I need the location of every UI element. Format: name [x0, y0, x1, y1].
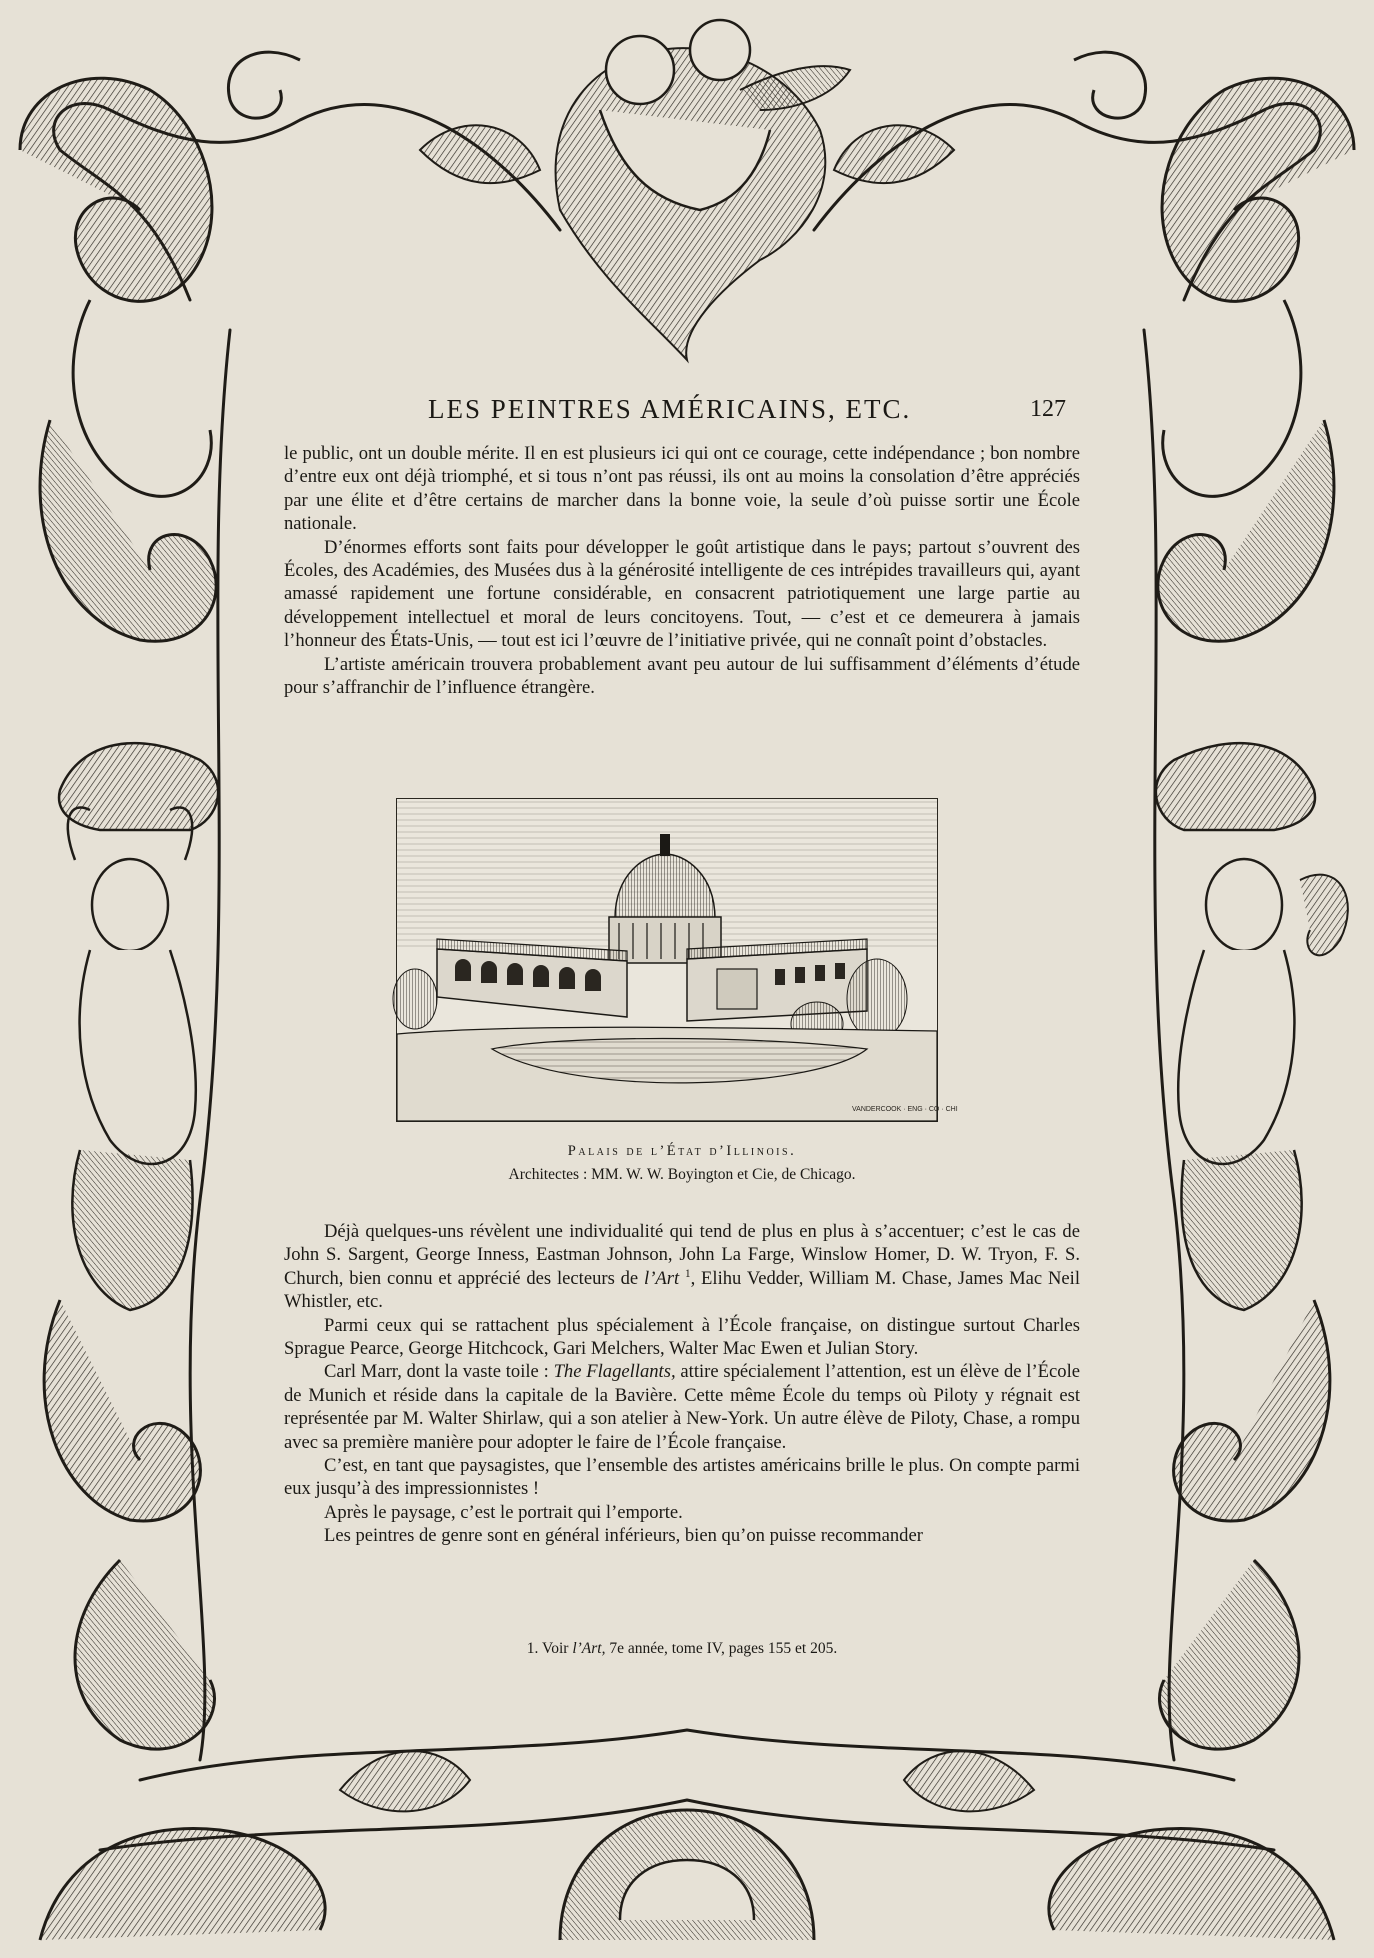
caryatid-right [1156, 743, 1348, 1310]
text-block-top [284, 442, 1080, 699]
journal-title: l’Art [644, 1267, 680, 1289]
running-title: LES PEINTRES AMÉRICAINS, ETC. [428, 394, 912, 424]
cherubs-ornament [420, 20, 954, 360]
paragraph: L’artiste américain trouvera probablement avant peu autour de lui suffisamment d’éléments d’étude pour s’affranchir de l’influence étrangère. [284, 653, 1080, 699]
running-head [278, 394, 1078, 434]
footnote-ref: 1 [685, 1267, 691, 1280]
text-block-bottom [284, 1220, 1080, 1548]
paragraph: C’est, en tant que paysagistes, que l’ensemble des artistes américains brille le plus. On compte parmi eux jusqu’à des impressionnistes ! [284, 1455, 1080, 1500]
paragraph: Les peintres de genre sont en général inférieurs, bien qu’on puisse recommander [324, 1525, 923, 1547]
paragraph: Carl Marr, dont la vaste toile : The Flagellants, attire spécialement l’attention, est un élève de l’École de Munich et réside dans la capitale de la Bavière. Cette même École du temps où Piloty y régnait est représentée par M. Walter Shirlaw, qui a son atelier à New-York. Un autre élève de Piloty, Chase, a rompu avec sa première manière pour adopter le faire de l’École française. [284, 1361, 1080, 1453]
footnote: 1. Voir l’Art, 7e année, tome IV, pages 155 et 205. [526, 1640, 838, 1657]
illustration-caption-title: Palais de l’État d’Illinois. [567, 1143, 797, 1159]
page-number: 127 [1030, 396, 1066, 422]
scroll-ornament-top-right [1074, 52, 1354, 641]
scroll-ornament-top-left [20, 52, 300, 641]
paragraph: Déjà quelques-uns révèlent une individualité qui tend de plus en plus à s’accentuer; c’est le cas de John S. Sargent, George Inness, Eastman Johnson, John La Farge, Winslow Homer, D. W. Tryon, F. S. Church, bien connu et apprécié des lecteurs de l’Art $^1$, Elihu Vedder, William M. Chase, James Mac Neil Whistler, etc. [284, 1221, 1080, 1313]
illustration-illinois-state-building [396, 798, 958, 1122]
artwork-title: The Flagellants, [553, 1361, 676, 1383]
paragraph: D’énormes efforts sont faits pour développer le goût artistique dans le pays; partout s’ouvrent des Écoles, des Académies, des Musées dus à la générosité intelligente de ces intrépides travailleurs qui, ayant amassé rapidement une fortune considérable, en consacrent patriotiquement une large partie au développement intellectuel et moral de leurs concitoyens. Tout, — c’est et ce demeurera à jamais l’honneur des États-Unis, — tout est ici l’œuvre de l’initiative privée, qui ne connaît point d’obstacles. [284, 536, 1080, 652]
engraver-mark: VANDERCOOK · ENG · CO · CHI [852, 1106, 958, 1113]
paragraph: Parmi ceux qui se rattachent plus spécialement à l’École française, on distingue surtout Charles Sprague Pearce, George Hitchcock, Gari Melchers, Walter Mac Ewen et Julian Story. [284, 1314, 1080, 1360]
paragraph: le public, ont un double mérite. Il en est plusieurs ici qui ont ce courage, cette indépendance ; bon nombre d’entre eux ont déjà triomphé, et si tous n’ont pas réussi, ils ont au moins la consolation d’être appréciés par une élite et d’être certains de marcher dans la bonne voie, la seule d’où puisse sortir une École nationale. [284, 443, 1080, 535]
caryatid-left [59, 743, 218, 1310]
illustration-caption-credit: Architectes : MM. W. W. Boyington et Cie, de Chicago. [508, 1166, 856, 1183]
scroll-ornament-bottom [40, 1751, 1334, 1940]
paragraph: Après le paysage, c’est le portrait qui l’emporte. [324, 1501, 683, 1523]
